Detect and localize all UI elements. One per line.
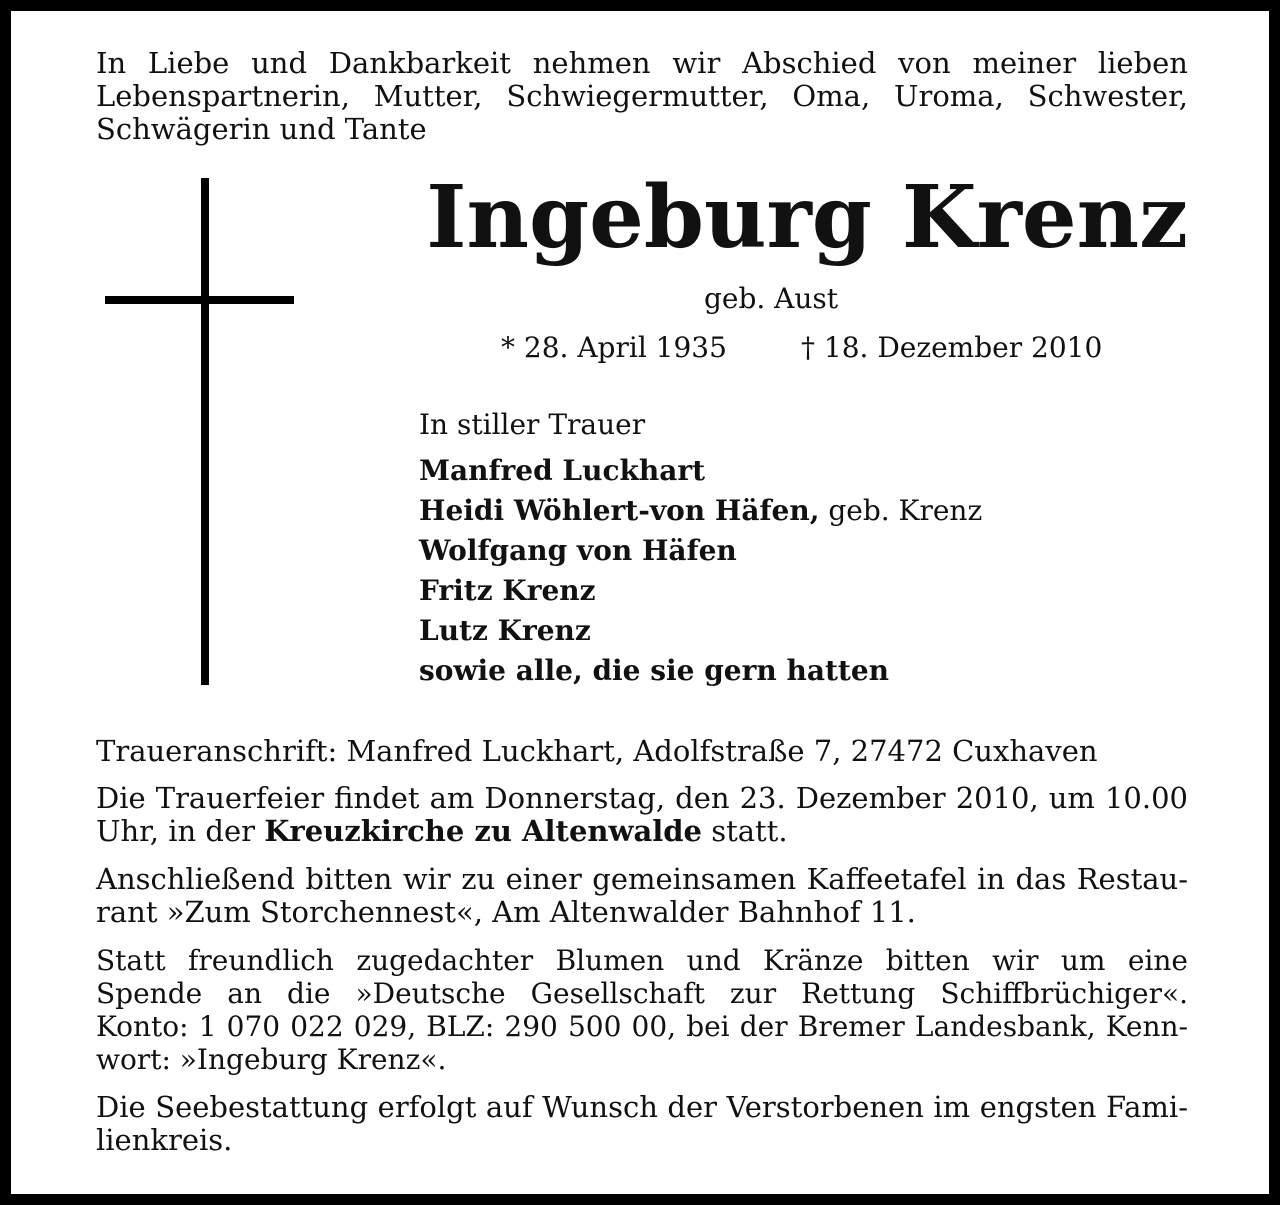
burial-line: Die Seebestattung erfolgt auf Wunsch der Verstorbenen im engsten Fami- — [96, 1090, 1188, 1124]
mourning-heading: In stiller Trauer — [419, 408, 646, 441]
cross-icon — [201, 178, 209, 685]
birth-date: * 28. April 1935 — [501, 331, 727, 364]
ceremony-line — [96, 815, 1188, 848]
donation-line: Spende an die »Deutsche Gesellschaft zur Rettung Schiffbrüchiger«. — [96, 977, 1188, 1010]
death-date: † 18. Dezember 2010 — [801, 331, 1103, 364]
intro-line: In Liebe und Dankbarkeit nehmen wir Abschied von meiner lieben — [96, 46, 1188, 80]
address-line: Traueranschrift: Manfred Luckhart, Adolfstraße 7, 27472 Cuxhaven — [96, 734, 1098, 768]
mourning-address — [96, 735, 1188, 768]
coffee-notice — [96, 863, 1188, 929]
coffee-line: rant »Zum Storchennest«, Am Altenwalder Bahnhof 11. — [96, 895, 916, 929]
donation-line: wort: »Ingeburg Krenz«. — [96, 1043, 447, 1076]
intro-line: Lebenspartnerin, Mutter, Schwiegermutter, Oma, Uroma, Schwester, — [96, 79, 1188, 113]
donation-line: Statt freundlich zugedachter Blumen und Kränze bitten wir um eine — [96, 944, 1188, 977]
donation-notice — [96, 944, 1188, 1076]
mourner-entry — [419, 491, 982, 531]
intro-line: Schwägerin und Tante — [96, 112, 427, 146]
ceremony-text: Uhr, in der — [96, 814, 265, 848]
mourner-name: Lutz Krenz — [419, 614, 591, 647]
mourner-name: Wolfgang von Häfen — [419, 534, 737, 567]
mourner-list — [419, 451, 982, 691]
donation-line: Konto: 1 070 022 029, BLZ: 290 500 00, bei der Bremer Landesbank, Kenn- — [96, 1010, 1188, 1043]
ceremony-notice — [96, 782, 1188, 848]
burial-line: lienkreis. — [96, 1123, 233, 1157]
church-name: Kreuzkirche zu Altenwalde — [264, 814, 702, 848]
mourner-name: Fritz Krenz — [419, 574, 596, 607]
coffee-line: Anschließend bitten wir zu einer gemeinsamen Kaffeetafel in das Restau- — [96, 862, 1188, 896]
mourner-name: Heidi Wöhlert-von Häfen, — [419, 494, 820, 527]
cross-icon-bar — [105, 296, 294, 304]
intro-text — [96, 47, 1188, 146]
ceremony-text: statt. — [701, 814, 788, 848]
burial-notice — [96, 1091, 1188, 1157]
maiden-name: geb. Aust — [703, 282, 839, 315]
ceremony-line: Die Trauerfeier findet am Donnerstag, den 23. Dezember 2010, um 10.00 — [96, 781, 1188, 815]
mourner-name: Manfred Luckhart — [419, 454, 706, 487]
deceased-name: Ingeburg Krenz — [426, 167, 1188, 268]
mourner-maiden-name: geb. Krenz — [819, 494, 983, 527]
mourner-name: sowie alle, die sie gern hatten — [419, 654, 889, 687]
